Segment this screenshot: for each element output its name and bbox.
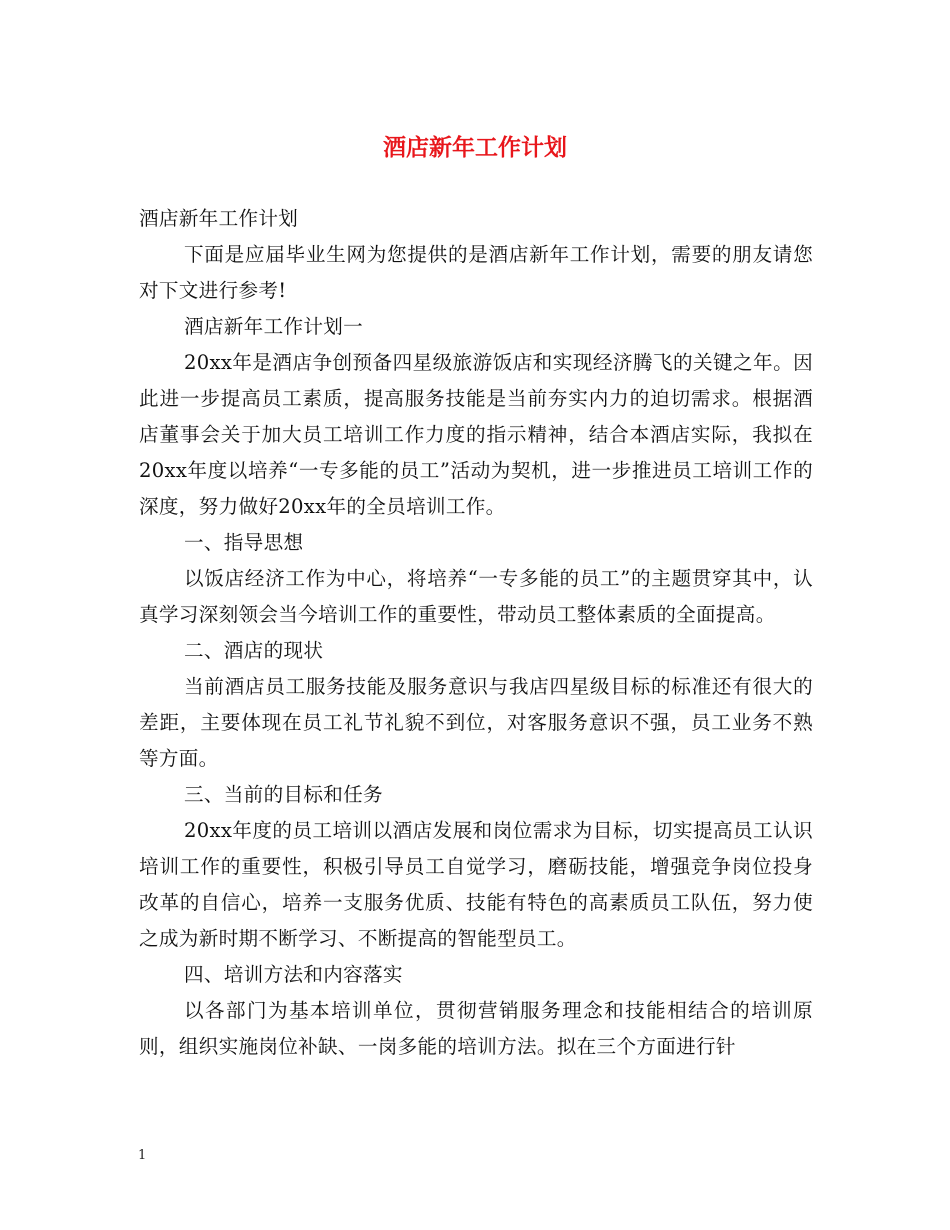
paragraph-intro: 下面是应届毕业生网为您提供的是酒店新年工作计划，需要的朋友请您对下文进行参考! — [139, 243, 813, 302]
page-number: 1 — [138, 1148, 147, 1163]
paragraph-guiding-idea: 以饭店经济工作为中心，将培养“一专多能的员工”的主题贯穿其中，认真学习深刻领会当今培训工作的重要性，带动员工整体素质的全面提高。 — [139, 567, 813, 626]
section-heading-goals: 三、当前的目标和任务 — [184, 783, 383, 806]
paragraph-plan-one-body: 20xx年是酒店争创预备四星级旅游饭店和实现经济腾飞的关键之年。因此进一步提高员工素质，提高服务技能是当前夯实内力的迫切需求。根据酒店董事会关于加大员工培训工作力度的指示精神，结合本酒店实际，我拟在20xx年度以培养“一专多能的员工”活动为契机，进一步推进员工培训工作的深度，努力做好20xx年的全员培训工作。 — [139, 351, 813, 518]
section-heading-training-methods: 四、培训方法和内容落实 — [184, 963, 403, 986]
document-body — [139, 201, 813, 1065]
paragraph-training-methods: 以各部门为基本培训单位，贯彻营销服务理念和技能相结合的培训原则，组织实施岗位补缺、一岗多能的培训方法。拟在三个方面进行针 — [139, 999, 813, 1058]
paragraph-goals: 20xx年度的员工培训以酒店发展和岗位需求为目标，切实提高员工认识培训工作的重要性，积极引导员工自觉学习，磨砺技能，增强竞争岗位投身改革的自信心，培养一支服务优质、技能有特色的高素质员工队伍，努力使之成为新时期不断学习、不断提高的智能型员工。 — [139, 819, 813, 950]
section-heading-current-status: 二、酒店的现状 — [184, 639, 324, 662]
paragraph-current-status: 当前酒店员工服务技能及服务意识与我店四星级目标的标准还有很大的差距，主要体现在员工礼节礼貌不到位，对客服务意识不强，员工业务不熟等方面。 — [139, 675, 813, 770]
paragraph-plan-one-heading: 酒店新年工作计划一 — [184, 315, 364, 338]
paragraph-heading: 酒店新年工作计划 — [139, 207, 299, 230]
document-title: 酒店新年工作计划 — [383, 134, 567, 161]
section-heading-guiding-idea: 一、指导思想 — [184, 531, 304, 554]
